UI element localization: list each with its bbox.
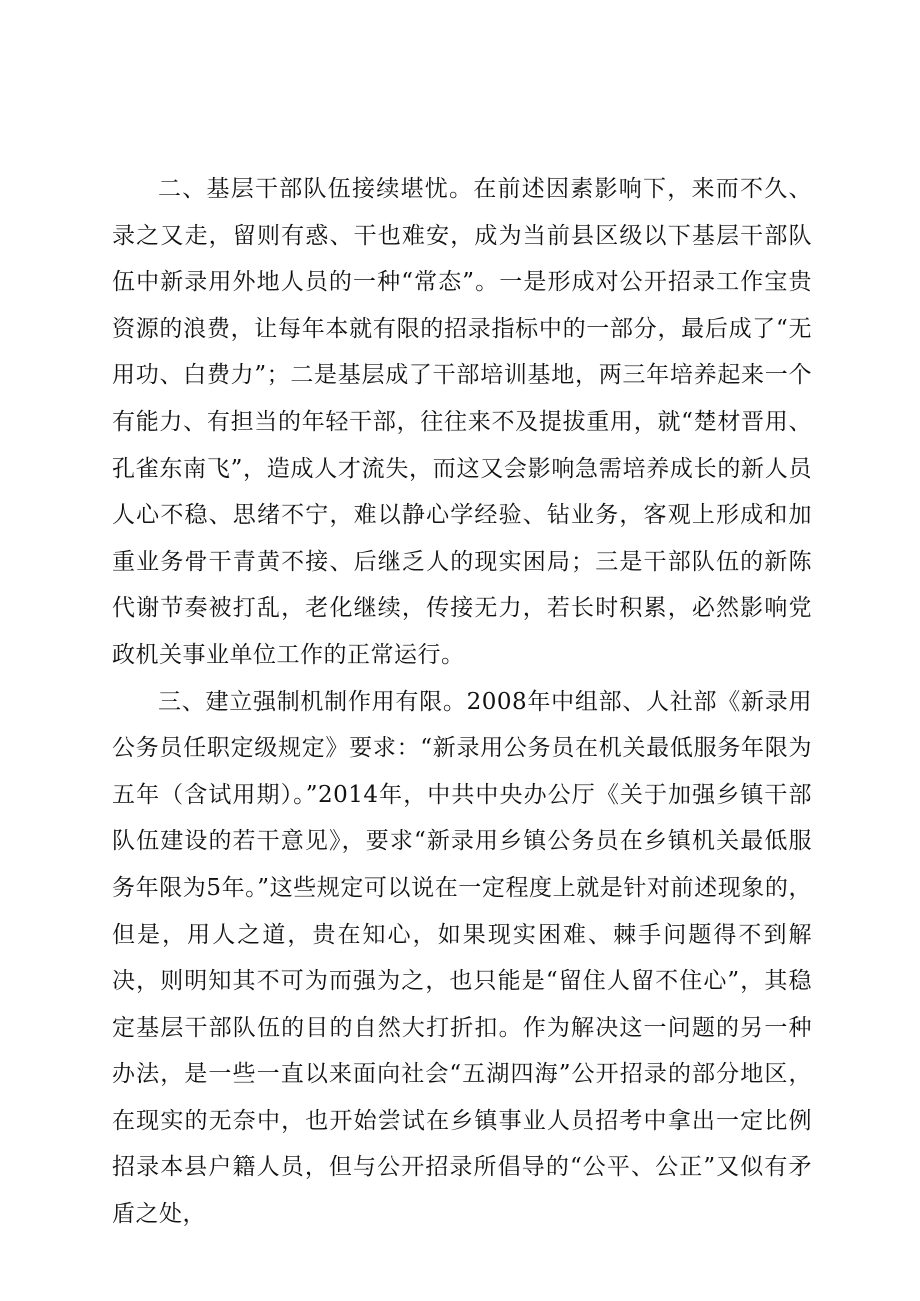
paragraph-section-two: 二、基层干部队伍接续堪忧。在前述因素影响下，来而不久、录之又走，留则有惑、干也难安，成为当前县区级以下基层干部队伍中新录用外地人员的一种“常态”。一是形成对公开招录工作宝贵资源的浪费，让每年本就有限的招录指标中的一部分，最后成了“无用功、白费力”；二是基层成了干部培训基地，两三年培养起来一个有能力、有担当的年轻干部，往往来不及提拔重用，就“楚材晋用、孔雀东南飞”，造成人才流失，而这又会影响急需培养成长的新人员人心不稳、思绪不宁，难以静心学经验、钻业务，客观上形成和加重业务骨干青黄不接、后继乏人的现实困局；三是干部队伍的新陈代谢节奏被打乱，老化继续，传接无力，若长时积累，必然影响党政机关事业单位工作的正常运行。 bbox=[112, 176, 812, 668]
paragraph-section-three: 三、建立强制机制作用有限。2008年中组部、人社部《新录用公务员任职定级规定》要求：“新录用公务员在机关最低服务年限为五年（含试用期）。”2014年，中共中央办公厅《关于加强乡镇干部队伍建设的若干意见》，要求“新录用乡镇公务员在乡镇机关最低服务年限为5年。”这些规定可以说在一定程度上就是针对前述现象的，但是，用人之道，贵在知心，如果现实困难、棘手问题得不到解决，则明知其不可为而强为之，也只能是“留住人留不住心”，其稳定基层干部队伍的目的自然大打折扣。作为解决这一问题的另一种办法，是一些一直以来面向社会“五湖四海”公开招录的部分地区，在现实的无奈中，也开始尝试在乡镇事业人员招考中拿出一定比例招录本县户籍人员，但与公开招录所倡导的“公平、公正”又似有矛盾之处， bbox=[112, 688, 812, 1228]
document-body bbox=[112, 166, 812, 1238]
